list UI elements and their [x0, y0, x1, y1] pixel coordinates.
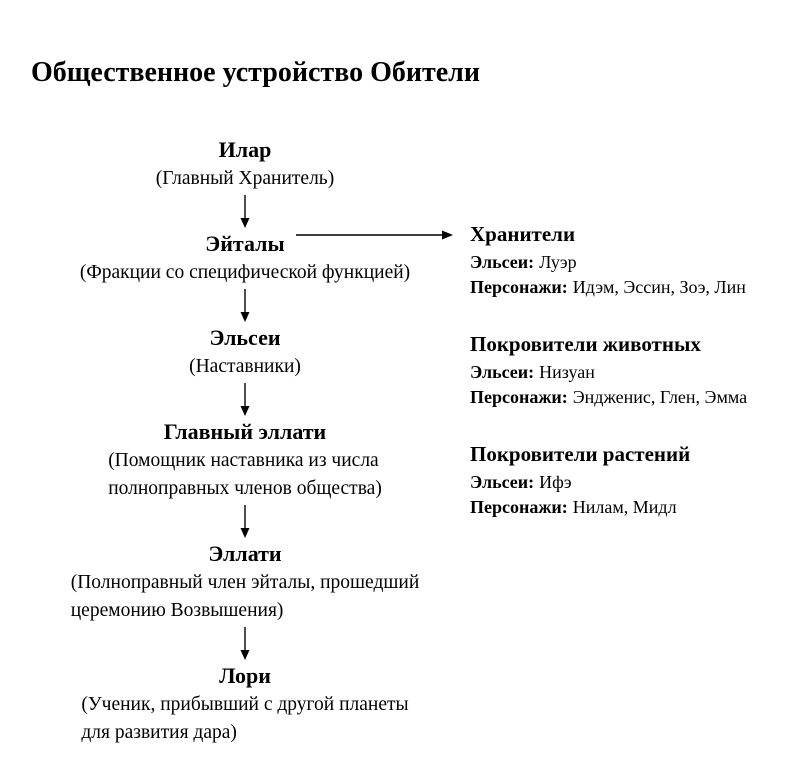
elsei-label: Эльсеи:	[470, 472, 535, 492]
faction-persons-line	[470, 275, 790, 300]
hierarchy-column	[30, 137, 460, 747]
elsei-value: Низуан	[539, 362, 595, 382]
elsei-label: Эльсеи:	[470, 252, 535, 272]
faction-elsei-line	[470, 470, 790, 495]
elsei-label: Эльсеи:	[470, 362, 535, 382]
arrow-down-icon	[239, 505, 251, 539]
node-subtitle	[30, 259, 460, 287]
node-subtitle	[30, 691, 460, 747]
node-title: Лори	[219, 663, 271, 688]
faction-persons-line	[470, 495, 790, 520]
hierarchy-node-elsei	[30, 325, 460, 381]
node-subtitle	[30, 569, 460, 625]
faction-persons-line	[470, 385, 790, 410]
page-title: Общественное устройство Обители	[31, 57, 481, 88]
node-subtitle-line: (Фракции со специфической функцией)	[79, 262, 411, 283]
node-title: Эйталы	[205, 231, 285, 256]
arrow-down-icon	[239, 289, 251, 323]
node-subtitle	[30, 353, 460, 381]
hierarchy-node-ellati	[30, 541, 460, 625]
node-subtitle	[30, 447, 460, 503]
elsei-value: Луэр	[539, 252, 577, 272]
node-title: Илар	[218, 137, 272, 162]
persons-value: Идэм, Эссин, Зоэ, Лин	[572, 277, 746, 297]
arrow-down-icon	[239, 627, 251, 661]
faction-group-khraniteli	[470, 221, 790, 300]
node-subtitle-line: для развития дара)	[81, 722, 237, 743]
faction-title: Хранители	[470, 222, 576, 246]
hierarchy-node-ilar	[30, 137, 460, 193]
elsei-value: Ифэ	[539, 472, 572, 492]
node-subtitle	[30, 165, 460, 193]
faction-group-pokroviteli-rasteniy	[470, 441, 790, 520]
arrow-down-icon	[239, 195, 251, 229]
persons-value: Нилам, Мидл	[572, 497, 677, 517]
node-title: Эльсеи	[209, 325, 281, 350]
node-title: Главный эллати	[163, 419, 327, 444]
hierarchy-node-glavny-ellati	[30, 419, 460, 503]
persons-label: Персонажи:	[470, 497, 568, 517]
hierarchy-node-eytaly	[30, 231, 460, 287]
faction-title: Покровители животных	[470, 332, 701, 356]
arrow-down-icon	[239, 383, 251, 417]
hierarchy-node-lori	[30, 663, 460, 747]
node-subtitle-line: (Полноправный член эйталы, прошедший	[70, 572, 420, 593]
faction-group-pokroviteli-zhivotnykh	[470, 331, 790, 410]
faction-title: Покровители растений	[470, 442, 691, 466]
node-subtitle-line: церемонию Возвышения)	[70, 600, 284, 621]
node-subtitle-line: (Наставники)	[189, 356, 301, 377]
details-column	[470, 221, 790, 551]
persons-label: Персонажи:	[470, 387, 568, 407]
node-subtitle-line: (Ученик, прибывший с другой планеты	[81, 694, 409, 715]
faction-elsei-line	[470, 250, 790, 275]
node-subtitle-line: (Помощник наставника из числа	[108, 450, 379, 471]
node-title: Эллати	[208, 541, 282, 566]
persons-label: Персонажи:	[470, 277, 568, 297]
node-subtitle-line: полноправных членов общества)	[108, 478, 382, 499]
faction-elsei-line	[470, 360, 790, 385]
persons-value: Эндженис, Глен, Эмма	[572, 387, 748, 407]
node-subtitle-line: (Главный Хранитель)	[155, 168, 335, 189]
